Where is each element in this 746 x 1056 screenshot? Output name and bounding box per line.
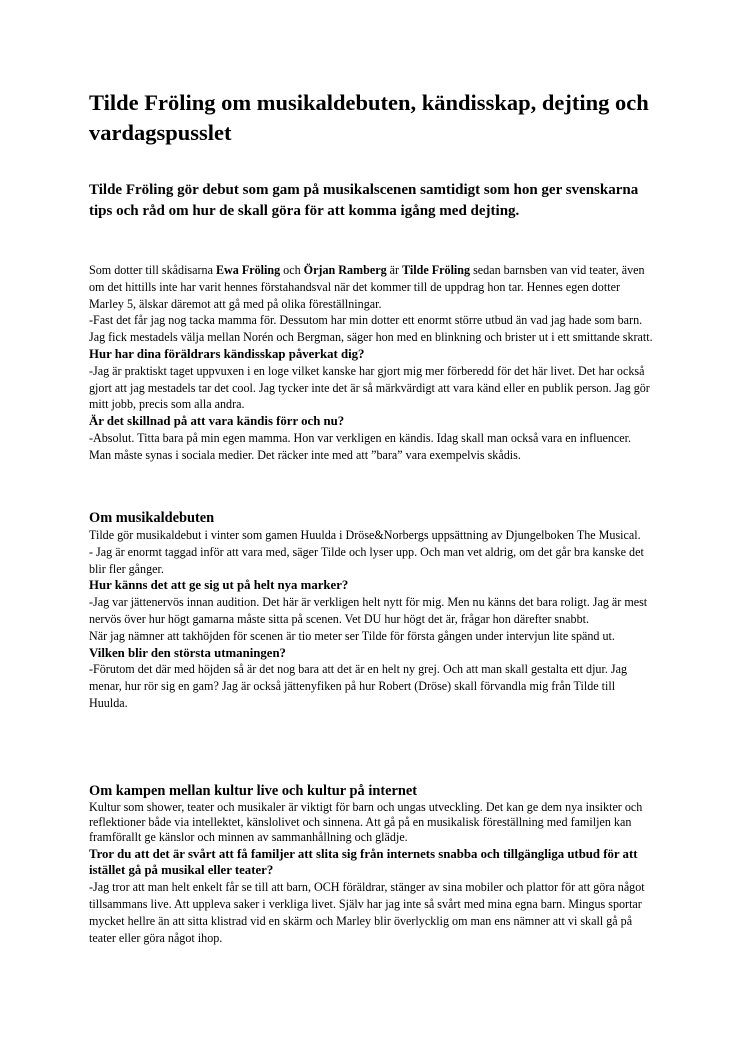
intro-text: sedan barnsben van vid teater, även om det hittills inte har varit hennes förstahandsval när det kommer till de uppdrag hon tar. Hennes egen dotter Marley 5, älskar däremot att gå med på olika föreställningar.	[89, 263, 645, 311]
interview-answer: -Förutom det där med höjden så är det nog bara att det är en helt ny grej. Och att man skall gestalta ett djur. Jag menar, hur rör sig en gam? Jag är också jättenyfiken på hur Robert (Dröse) skall förvandla mig från Tilde till Huulda.	[89, 662, 628, 710]
person-name: Ewa Fröling	[215, 263, 281, 277]
interview-answer: -Jag var jättenervös innan audition. Det här är verkligen helt nytt för mig. Men nu känns det bara roligt. Jag är mest nervös över hur högt gamarna måste sitta på scenen. Vet DU hur högt det är, frågar hon därefter snabbt.	[89, 595, 648, 626]
person-name: Tilde Fröling	[402, 263, 471, 277]
interview-question: Hur känns det att ge sig ut på helt nya marker?	[89, 578, 349, 593]
intro-paragraph-2: -Fast det får jag nog tacka mamma för. Dessutom har min dotter ett enormt större utbud än vad jag hade som barn. Jag fick mestadels välja mellan Norén och Bergman, säger hon med en blinkning och brister ut i ett smittande skratt.	[89, 313, 653, 345]
section-paragraph: När jag nämner att takhöjden för scenen är tio meter ser Tilde för första gången under intervjun lite spänd ut.	[89, 628, 615, 643]
section-heading: Om musikaldebuten	[89, 510, 215, 526]
section-paragraph: - Jag är enormt taggad inför att vara med, säger Tilde och lyser upp. Och man vet aldrig, om det går bra kanske det blir fler gånger.	[89, 544, 644, 576]
article-lead: Tilde Fröling gör debut som gam på musikalscenen samtidigt som hon ger svenskarna tips och råd om hur de skall göra för att komma igång med dejting.	[89, 182, 639, 219]
intro-section	[89, 262, 655, 464]
interview-question: Vilken blir den största utmaningen?	[89, 645, 286, 660]
musical-debut-section	[89, 509, 655, 712]
interview-answer: -Jag tror att man helt enkelt får se till att barn, OCH föräldrar, stänger av sina mobiler och plattor för att göra något tillsammans live. Att uppleva saker i verkliga livet. Själv har jag inte så svårt med mina egna barn. Mingus sportar mycket hellre än att sitta klistrad vid en skärm och Marley blir överlycklig om man ens nämner att vi skall gå på teater eller göra något ihop.	[89, 880, 645, 945]
intro-text: Som dotter till skådisarna	[89, 263, 216, 277]
interview-answer: -Jag är praktiskt taget uppvuxen i en loge vilket kanske har gjort mig mer förberedd för det här livet. Det har också gjort att jag mestadels tar det cool. Jag tycker inte det är så märkvärdigt att vara känd eller en publik person. Jag gör mitt jobb, precis som alla andra.	[89, 363, 650, 412]
interview-question: Hur har dina föräldrars kändisskap påverkat dig?	[89, 346, 365, 361]
section-paragraph: Kultur som shower, teater och musikaler är viktigt för barn och ungas utveckling. Det kan ge dem nya insikter och reflektioner både via intellektet, känslolivet och sinnena. Att gå på en musikalisk föreställning med familjen kan framförallt ge känslor och minnen av sammanhållning och glädje.	[89, 800, 643, 845]
intro-paragraph-1	[89, 262, 655, 312]
culture-live-section	[89, 782, 655, 946]
section-paragraph: Tilde gör musikaldebut i vinter som gamen Huulda i Dröse&Norbergs uppsättning av Djungelboken The Musical.	[89, 528, 641, 542]
intro-text: och	[280, 263, 304, 277]
interview-question: Är det skillnad på att vara kändis förr och nu?	[89, 414, 345, 429]
person-name: Örjan Ramberg	[303, 263, 387, 277]
interview-question: Tror du att det är svårt att få familjer att slita sig från internets snabba och tillgängliga utbud för att istället gå på musikal eller teater?	[89, 846, 638, 878]
interview-answer: -Absolut. Titta bara på min egen mamma. Hon var verkligen en kändis. Idag skall man också vara en influencer. Man måste synas i sociala medier. Det räcker inte med att ”bara” vara exempelvis skådis.	[89, 430, 632, 462]
section-heading: Om kampen mellan kultur live och kultur på internet	[89, 783, 418, 799]
intro-text: är	[386, 263, 403, 277]
article-title: Tilde Fröling om musikaldebuten, kändisskap, dejting och vardagspusslet	[89, 90, 649, 145]
